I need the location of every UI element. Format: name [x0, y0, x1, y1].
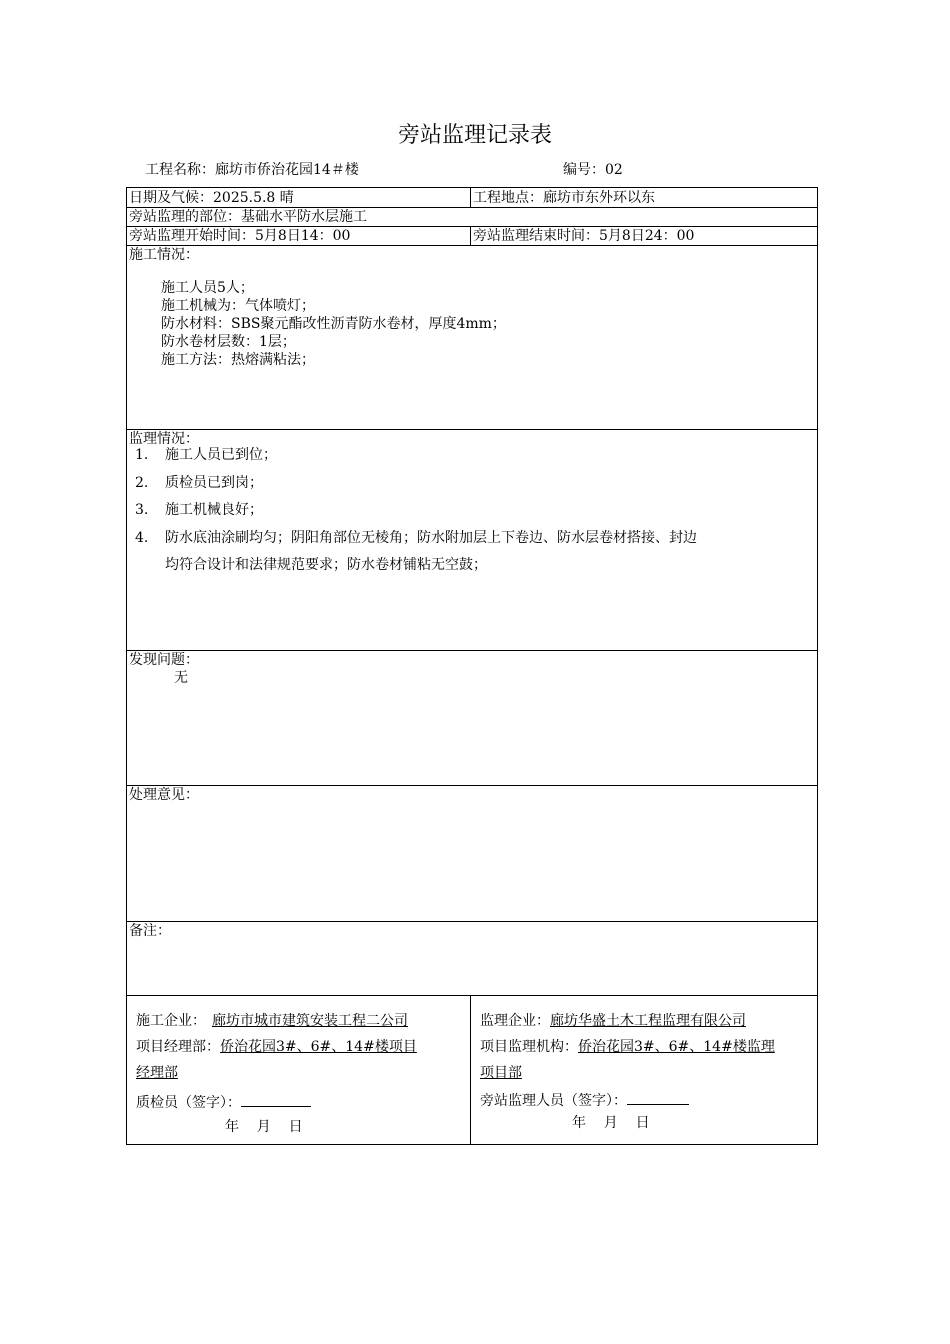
end-time-text: 旁站监理结束时间：5月8日24：00 [473, 228, 695, 244]
supervision-num-4: 4. [135, 530, 149, 546]
date-weather-text: 日期及气候：2025.5.8 晴 [129, 190, 294, 206]
construction-line-4: 防水卷材层数：1层； [161, 334, 296, 350]
project-name: 工程名称：廊坊市侨治花园14＃楼 [145, 162, 359, 178]
row-part [127, 208, 817, 227]
section-supervision [127, 430, 817, 651]
supervision-num-2: 2. [135, 475, 149, 491]
construction-inspector-signature[interactable] [241, 1092, 311, 1107]
problems-label: 发现问题： [129, 652, 199, 668]
cell-date-weather [127, 188, 471, 207]
section-signature [127, 996, 817, 1144]
signature-supervision [471, 996, 817, 1144]
supervision-company: 廊坊华盛土木工程监理有限公司 [550, 1013, 746, 1029]
supervision-date: 年 月 日 [572, 1115, 650, 1131]
supervision-label: 监理情况： [129, 431, 199, 447]
supervision-inspector-label: 旁站监理人员（签字）： [480, 1093, 627, 1109]
opinion-label: 处理意见： [129, 787, 199, 803]
row-time [127, 227, 817, 246]
construction-dept-1: 侨治花园3#、6#、14#楼项目 [220, 1039, 417, 1055]
supervision-item-1: 施工人员已到位； [165, 447, 277, 463]
start-time-text: 旁站监理开始时间：5月8日14：00 [129, 228, 351, 244]
construction-inspector-label: 质检员（签字）： [136, 1095, 241, 1111]
construction-line-1: 施工人员5人； [161, 280, 254, 296]
supervision-item-2: 质检员已到岗； [165, 475, 263, 491]
construction-company-label: 施工企业： [136, 1013, 206, 1029]
section-opinion [127, 786, 817, 922]
supervision-dept-label: 项目监理机构： [480, 1039, 578, 1055]
page-title: 旁站监理记录表 [397, 123, 552, 148]
cell-end-time [471, 227, 817, 245]
construction-dept-2: 经理部 [136, 1065, 178, 1081]
construction-dept-label: 项目经理部： [136, 1039, 220, 1055]
construction-line-5: 施工方法：热熔满粘法； [161, 352, 315, 368]
supervision-dept-1: 侨治花园3#、6#、14#楼监理 [578, 1039, 775, 1055]
supervision-item-4-cont: 均符合设计和法律规范要求；防水卷材铺粘无空鼓； [165, 557, 487, 573]
problems-value: 无 [174, 670, 188, 686]
construction-company: 廊坊市城市建筑安装工程二公司 [212, 1013, 408, 1029]
record-code: 编号：02 [563, 162, 623, 178]
supervision-num-1: 1. [135, 447, 149, 463]
section-problems [127, 651, 817, 786]
supervision-company-label: 监理企业： [480, 1013, 550, 1029]
section-remarks [127, 922, 817, 996]
construction-label: 施工情况： [129, 247, 199, 263]
supervision-inspector-signature[interactable] [627, 1090, 689, 1105]
cell-start-time [127, 227, 471, 245]
supervision-num-3: 3. [135, 502, 149, 518]
construction-date: 年 月 日 [225, 1119, 303, 1135]
construction-line-2: 施工机械为：气体喷灯； [161, 298, 315, 314]
supervision-item-3: 施工机械良好； [165, 502, 263, 518]
record-table [126, 187, 818, 1145]
signature-construction [127, 996, 471, 1144]
section-construction [127, 246, 817, 430]
part-text: 旁站监理的部位：基础水平防水层施工 [129, 209, 367, 225]
cell-location [471, 188, 817, 207]
supervision-dept-2: 项目部 [480, 1065, 522, 1081]
remarks-label: 备注： [129, 923, 171, 939]
location-text: 工程地点：廊坊市东外环以东 [473, 190, 655, 206]
supervision-item-4: 防水底油涂刷均匀；阴阳角部位无棱角；防水附加层上下卷边、防水层卷材搭接、封边 [165, 530, 697, 546]
row-date-location [127, 188, 817, 208]
construction-line-3: 防水材料：SBS聚元酯改性沥青防水卷材，厚度4mm； [161, 316, 506, 332]
